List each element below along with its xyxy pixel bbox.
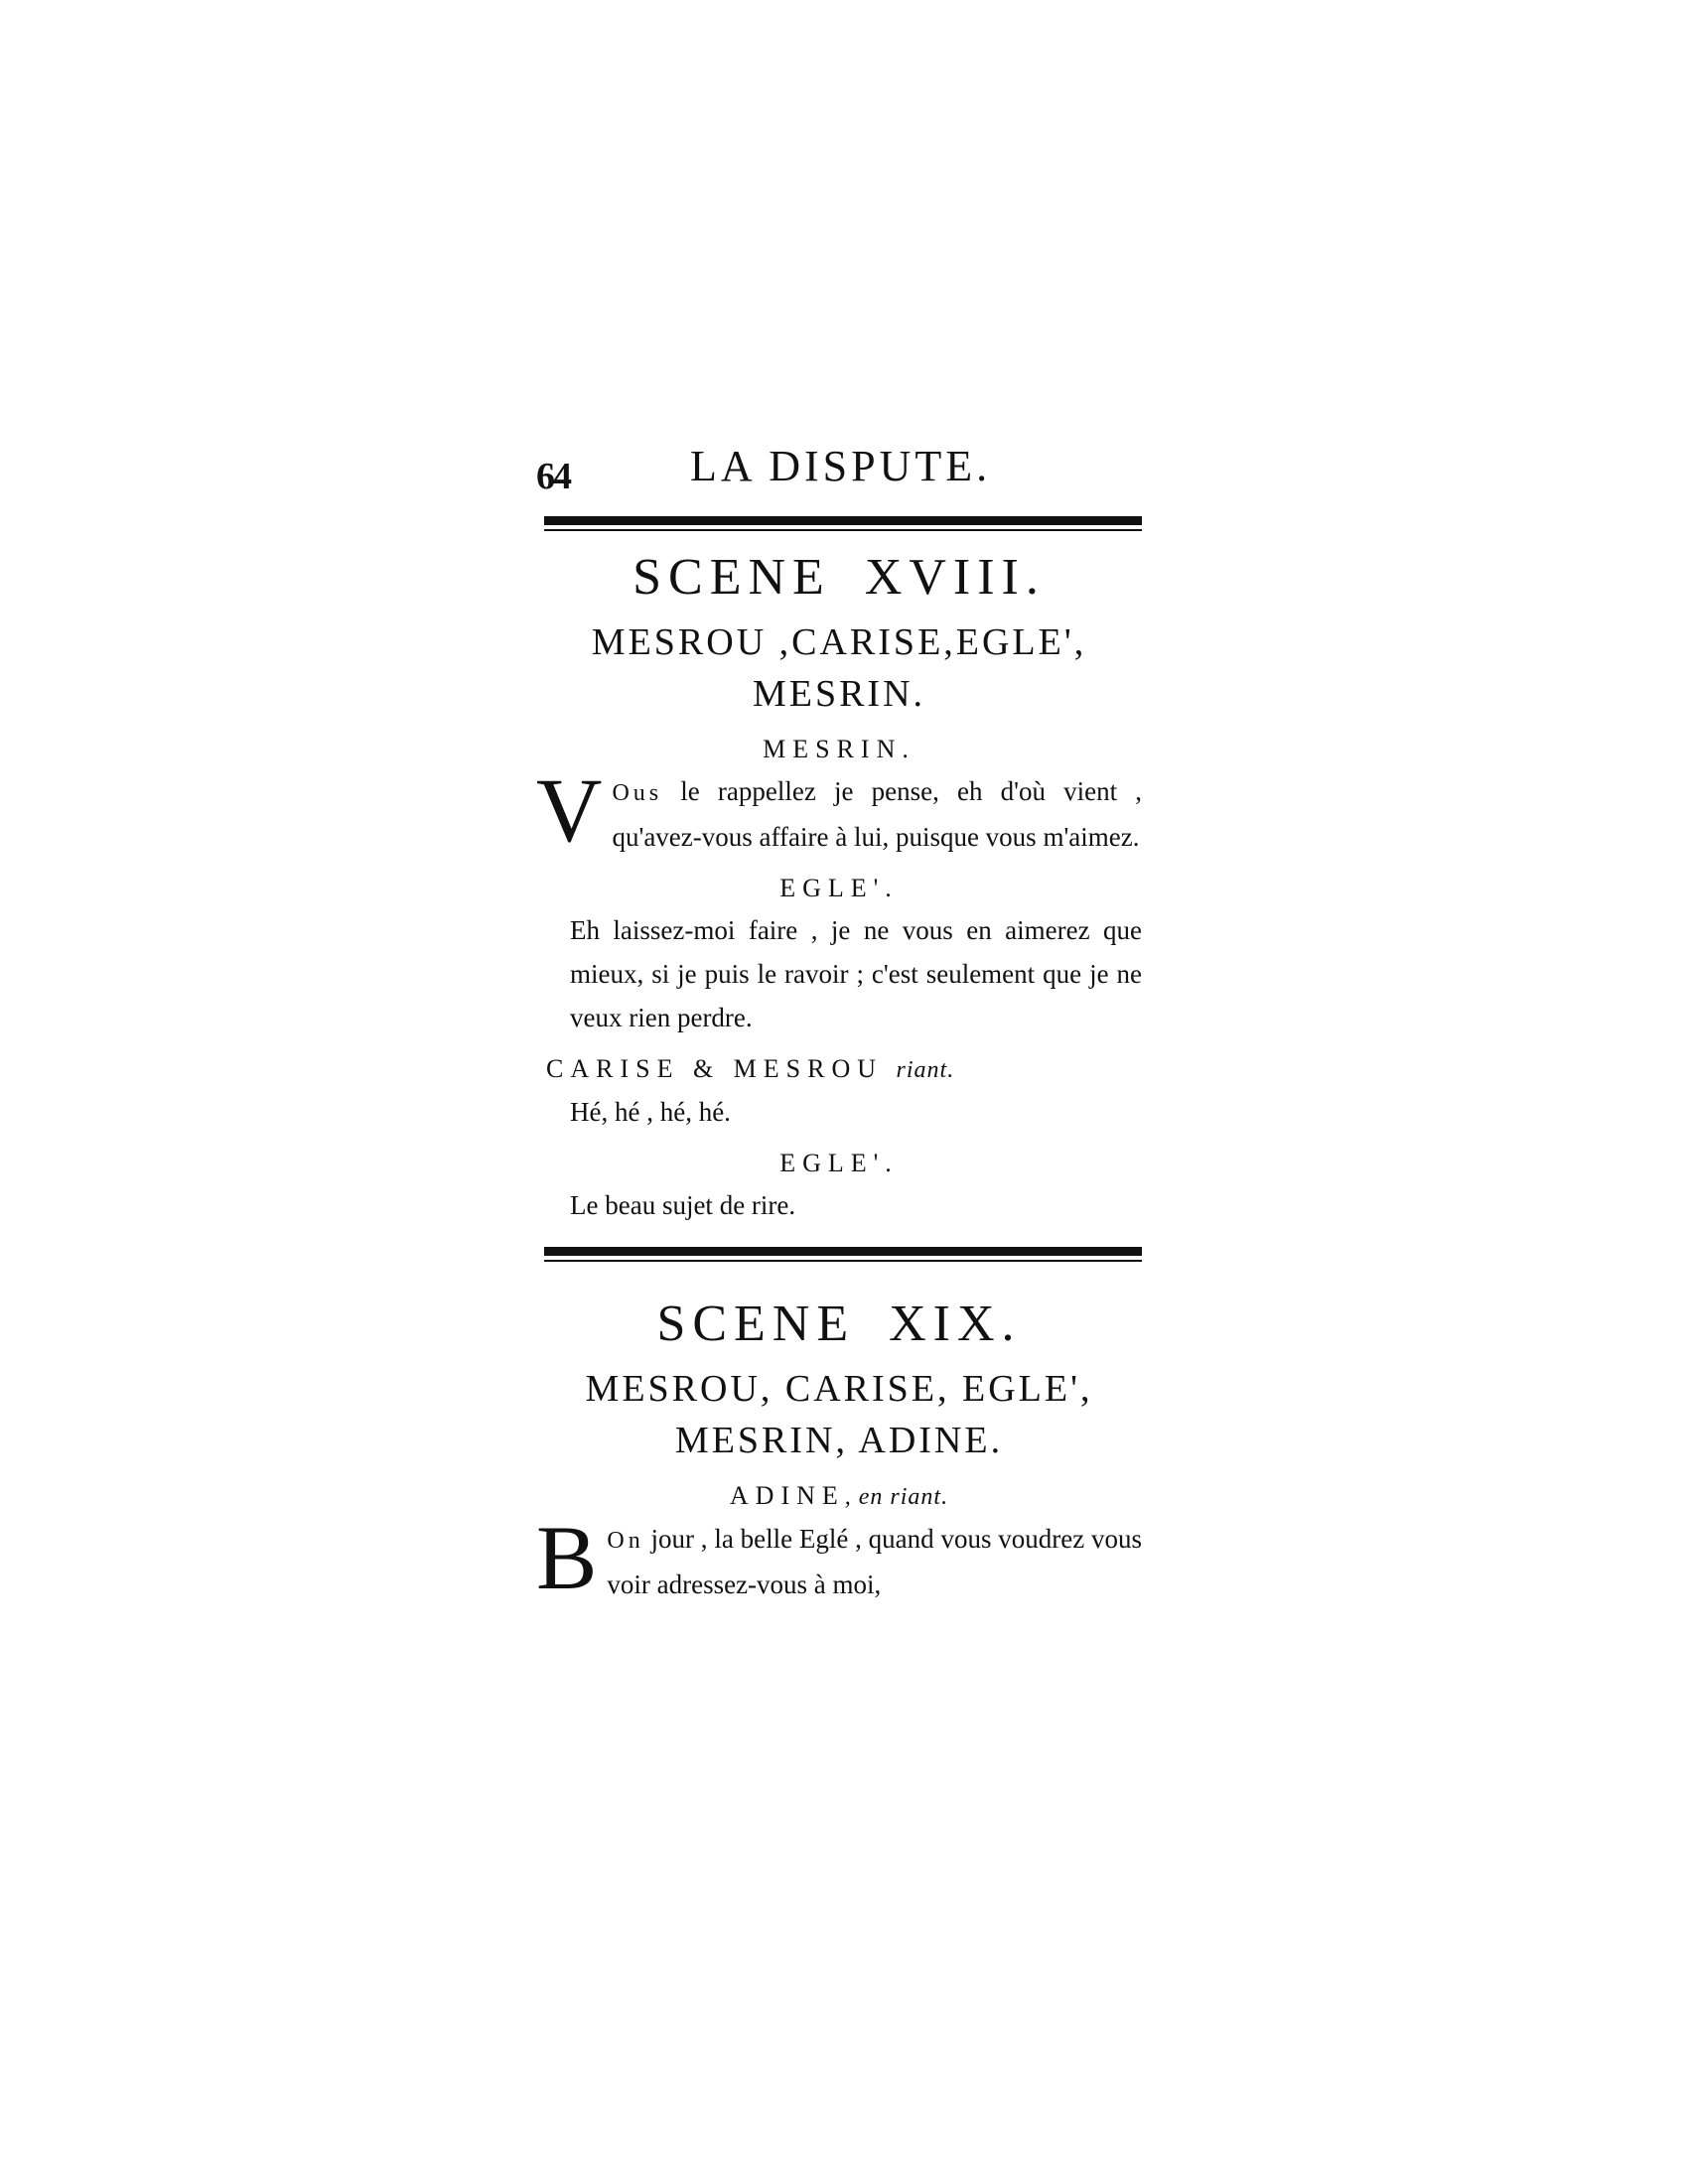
ornamental-rule <box>544 516 1142 534</box>
rule-thick-line <box>544 516 1142 525</box>
page-number: 64 <box>536 456 570 497</box>
speaker-name: EGLE'. <box>779 874 899 902</box>
speaker-name: ADINE <box>729 1481 845 1510</box>
scene-label: SCENE <box>656 1296 856 1352</box>
speech-body: le rappellez je pense, eh d'où vient , qu'avez-vous affaire à lui, puisque vous m'aimez. <box>612 776 1142 852</box>
cast-line: MESROU ,CARISE,EGLE', <box>591 621 1087 663</box>
scene-label: SCENE <box>633 549 831 606</box>
small-caps-lead: Ous <box>612 780 663 806</box>
scene-number: XIX. <box>889 1296 1022 1352</box>
scene-title <box>536 1295 1142 1353</box>
speech-text <box>536 1507 1142 1608</box>
speaker-name: CARISE & MESROU <box>546 1054 884 1083</box>
running-title: LA DISPUTE. <box>690 442 992 490</box>
rule-thin-line <box>544 1260 1142 1262</box>
rule-thin-line <box>544 529 1142 531</box>
speech-body: jour , la belle Eglé , quand vous voudrez vous voir adressez-vous à moi, <box>607 1524 1142 1599</box>
running-header <box>536 437 1142 516</box>
stage-direction: riant. <box>896 1057 955 1083</box>
cast-line: MESROU, CARISE, EGLE', <box>585 1368 1093 1410</box>
speech-text: Hé, hé , hé, hé. <box>570 1097 731 1127</box>
cast-line: MESRIN, ADINE. <box>674 1420 1004 1461</box>
speech-text <box>536 759 1142 861</box>
speaker-name: EGLE'. <box>779 1149 899 1177</box>
stage-direction: , en riant. <box>844 1484 949 1510</box>
speaker-name: MESRIN. <box>763 735 915 763</box>
page-block <box>536 437 1142 1606</box>
scene-number: XVIII. <box>864 549 1046 606</box>
cast-list <box>536 616 1142 720</box>
cast-line: MESRIN. <box>752 673 926 715</box>
rule-thick-line <box>544 1247 1142 1256</box>
speech-text: Le beau sujet de rire. <box>570 1190 796 1220</box>
ornamental-rule <box>544 1247 1142 1265</box>
scene-title <box>536 548 1142 607</box>
small-caps-lead: On <box>607 1528 644 1554</box>
drop-cap: V <box>536 759 603 861</box>
speech-text: Eh laissez-moi faire , je ne vous en aimerez que mieux, si je puis le ravoir ; c'est seulement que je ne veux rien perdre. <box>570 915 1142 1032</box>
speaker-with-direction <box>536 1476 1142 1517</box>
drop-cap: B <box>536 1507 598 1608</box>
speaker-with-direction <box>546 1049 1142 1090</box>
cast-list <box>536 1363 1142 1466</box>
